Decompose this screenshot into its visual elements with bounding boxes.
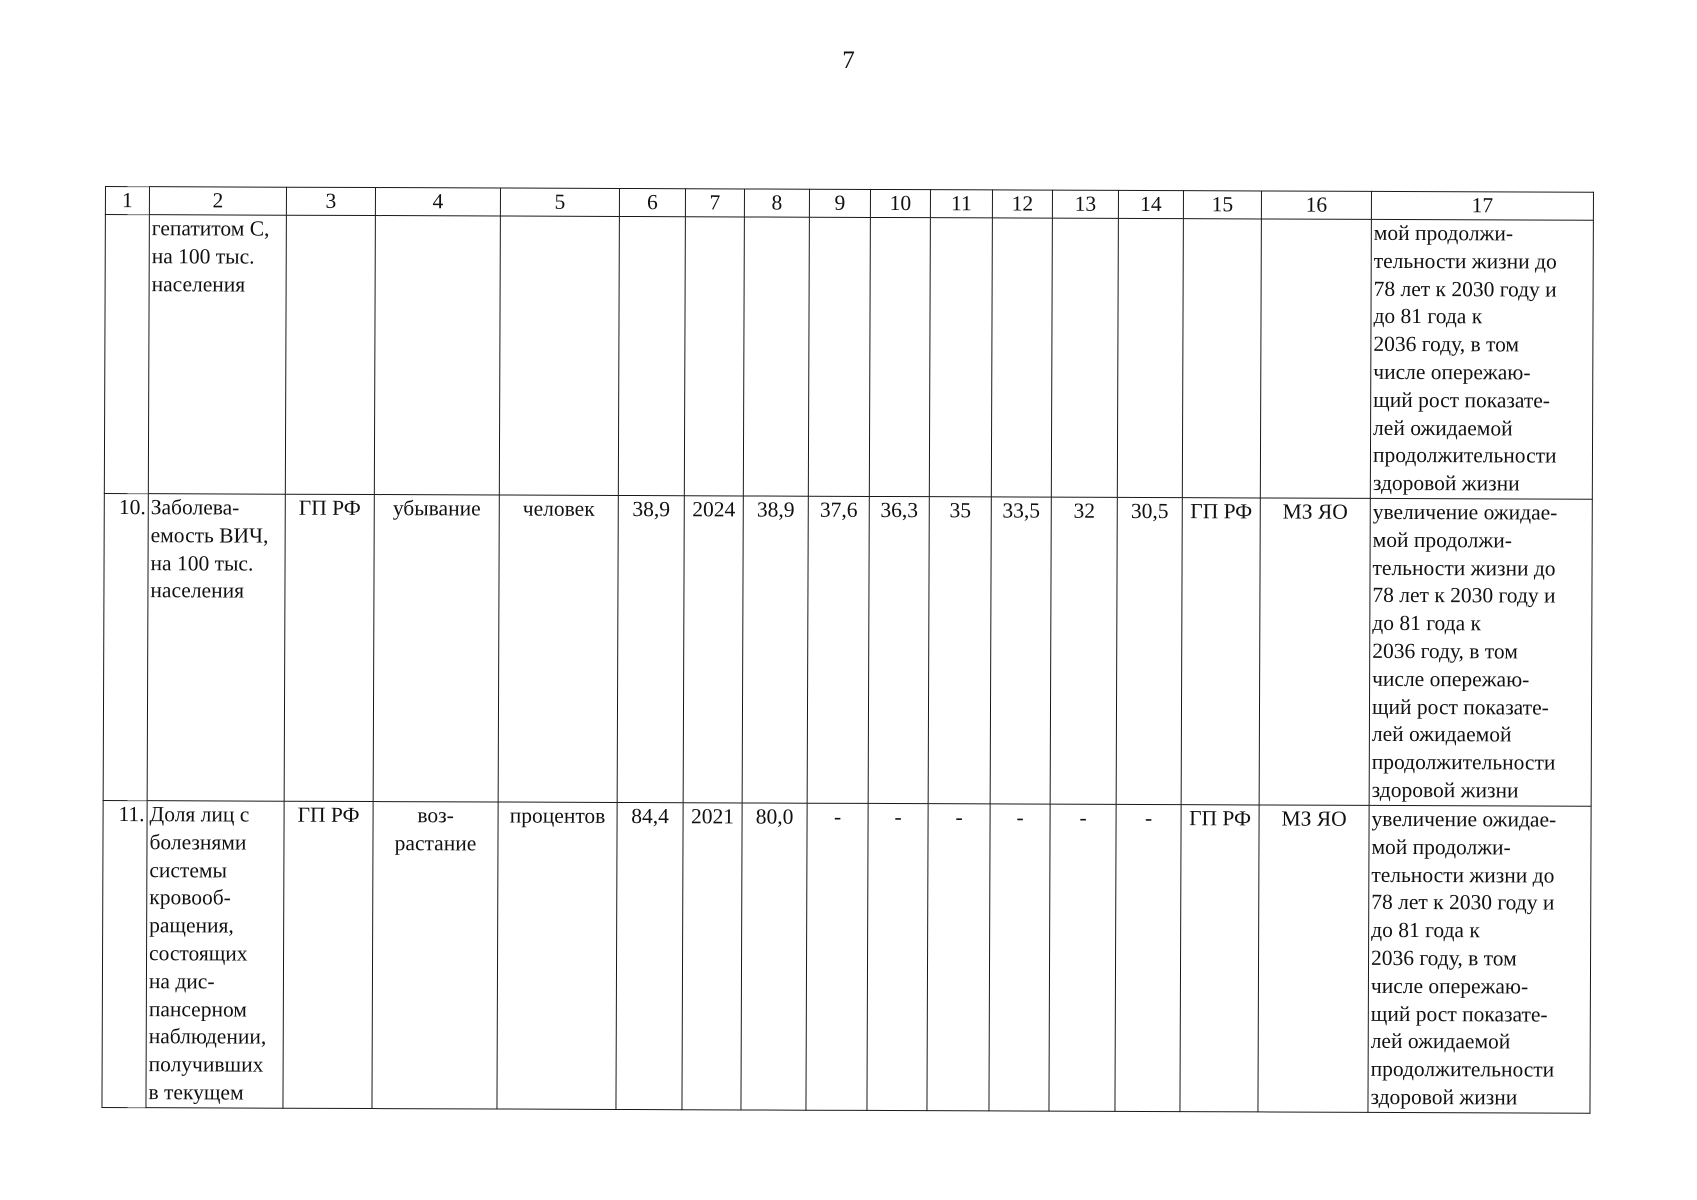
value-cell: -: [989, 804, 1050, 1111]
row-number-cell: 11.: [102, 800, 147, 1107]
header-cell: 14: [1118, 190, 1183, 218]
trend-cell: [374, 216, 500, 495]
header-cell: 1: [105, 187, 149, 215]
value-cell: 35: [928, 497, 991, 804]
header-cell: 10: [870, 189, 930, 217]
value-cell: [1051, 218, 1118, 497]
base-year-cell: 2024: [683, 496, 743, 803]
value-cell: [1117, 218, 1183, 497]
base-value-cell: 84,4: [616, 802, 683, 1109]
value-cell: 32: [1050, 497, 1117, 804]
trend-cell: воз- растание: [372, 802, 498, 1109]
value-cell: [929, 218, 992, 497]
value-cell: -: [806, 803, 868, 1110]
value-cell: -: [1049, 804, 1116, 1111]
header-cell: 8: [744, 189, 809, 217]
value-cell: 36,3: [868, 496, 929, 803]
value-cell: 33,5: [990, 497, 1051, 804]
header-cell: 13: [1052, 190, 1118, 218]
responsible-cell: [1260, 219, 1371, 498]
header-cell: 4: [375, 188, 500, 216]
indicator-name-cell: гепатитом С, на 100 тыс. населения: [148, 215, 286, 495]
table-row: [102, 800, 1591, 1113]
value-cell: 37,6: [807, 496, 869, 803]
base-year-cell: [684, 217, 744, 496]
indicators-table: [101, 186, 1594, 1114]
indicator-name-cell: Заболева- емость ВИЧ, на 100 тыс. населения: [147, 494, 285, 802]
header-cell: 12: [992, 190, 1052, 218]
document-cell: ГП РФ: [1180, 805, 1259, 1112]
level-cell: ГП РФ: [283, 801, 373, 1108]
trend-cell: убывание: [373, 495, 499, 802]
base-value-cell: 38,9: [617, 495, 684, 802]
goal-link-cell: увеличение ожидае- мой продолжи- тельности жизни до 78 лет к 2030 году и до 81 года к 2036 году, в том числе опережаю- щий рост показате- лей ожидаемой продолжительности здоровой жизни: [1368, 805, 1591, 1113]
header-cell: 11: [930, 190, 992, 218]
value-cell: [808, 217, 870, 496]
header-cell: 2: [149, 187, 286, 216]
value-cell: 80,0: [741, 803, 807, 1110]
header-cell: 3: [286, 187, 375, 215]
header-cell: 6: [619, 188, 685, 216]
header-cell: 9: [809, 189, 870, 217]
value-cell: 38,9: [742, 496, 808, 803]
base-value-cell: [618, 216, 685, 495]
document-cell: ГП РФ: [1181, 498, 1260, 805]
responsible-cell: МЗ ЯО: [1258, 805, 1369, 1112]
goal-link-cell: мой продолжи- тельности жизни до 78 лет к 2030 году и до 81 года к 2036 году, в том числе опережаю- щий рост показате- лей ожидаемой продолжительности здоровой жизни: [1370, 219, 1593, 499]
header-cell: 5: [500, 188, 619, 216]
level-cell: [285, 215, 375, 494]
value-cell: -: [1115, 804, 1181, 1111]
goal-link-cell: увеличение ожидае- мой продолжи- тельности жизни до 78 лет к 2030 году и до 81 года к 2036 году, в том числе опережаю- щий рост показате- лей ожидаемой продолжительности здоровой жизни: [1369, 498, 1592, 806]
table-row: [103, 493, 1592, 806]
value-cell: 30,5: [1116, 497, 1182, 804]
unit-cell: процентов: [497, 802, 617, 1109]
value-cell: [743, 217, 809, 496]
row-number-cell: [104, 215, 149, 494]
value-cell: [869, 217, 930, 496]
document-cell: [1182, 219, 1261, 498]
header-cell: 16: [1261, 191, 1371, 219]
header-cell: 15: [1183, 191, 1261, 219]
value-cell: [991, 218, 1052, 497]
header-cell: 17: [1371, 191, 1593, 220]
page-number: 7: [842, 47, 855, 74]
table-row: [104, 215, 1593, 500]
header-cell: 7: [685, 189, 744, 217]
unit-cell: [499, 216, 619, 495]
value-cell: -: [927, 804, 990, 1111]
unit-cell: человек: [498, 495, 618, 802]
responsible-cell: МЗ ЯО: [1259, 498, 1370, 805]
value-cell: -: [867, 803, 928, 1110]
level-cell: ГП РФ: [284, 494, 374, 801]
row-number-cell: 10.: [103, 493, 148, 800]
base-year-cell: 2021: [682, 803, 742, 1110]
indicator-name-cell: Доля лиц с болезнями системы кровооб- ращения, состоящих на дис- пансерном наблюдении, получивших в текущем: [146, 801, 284, 1109]
